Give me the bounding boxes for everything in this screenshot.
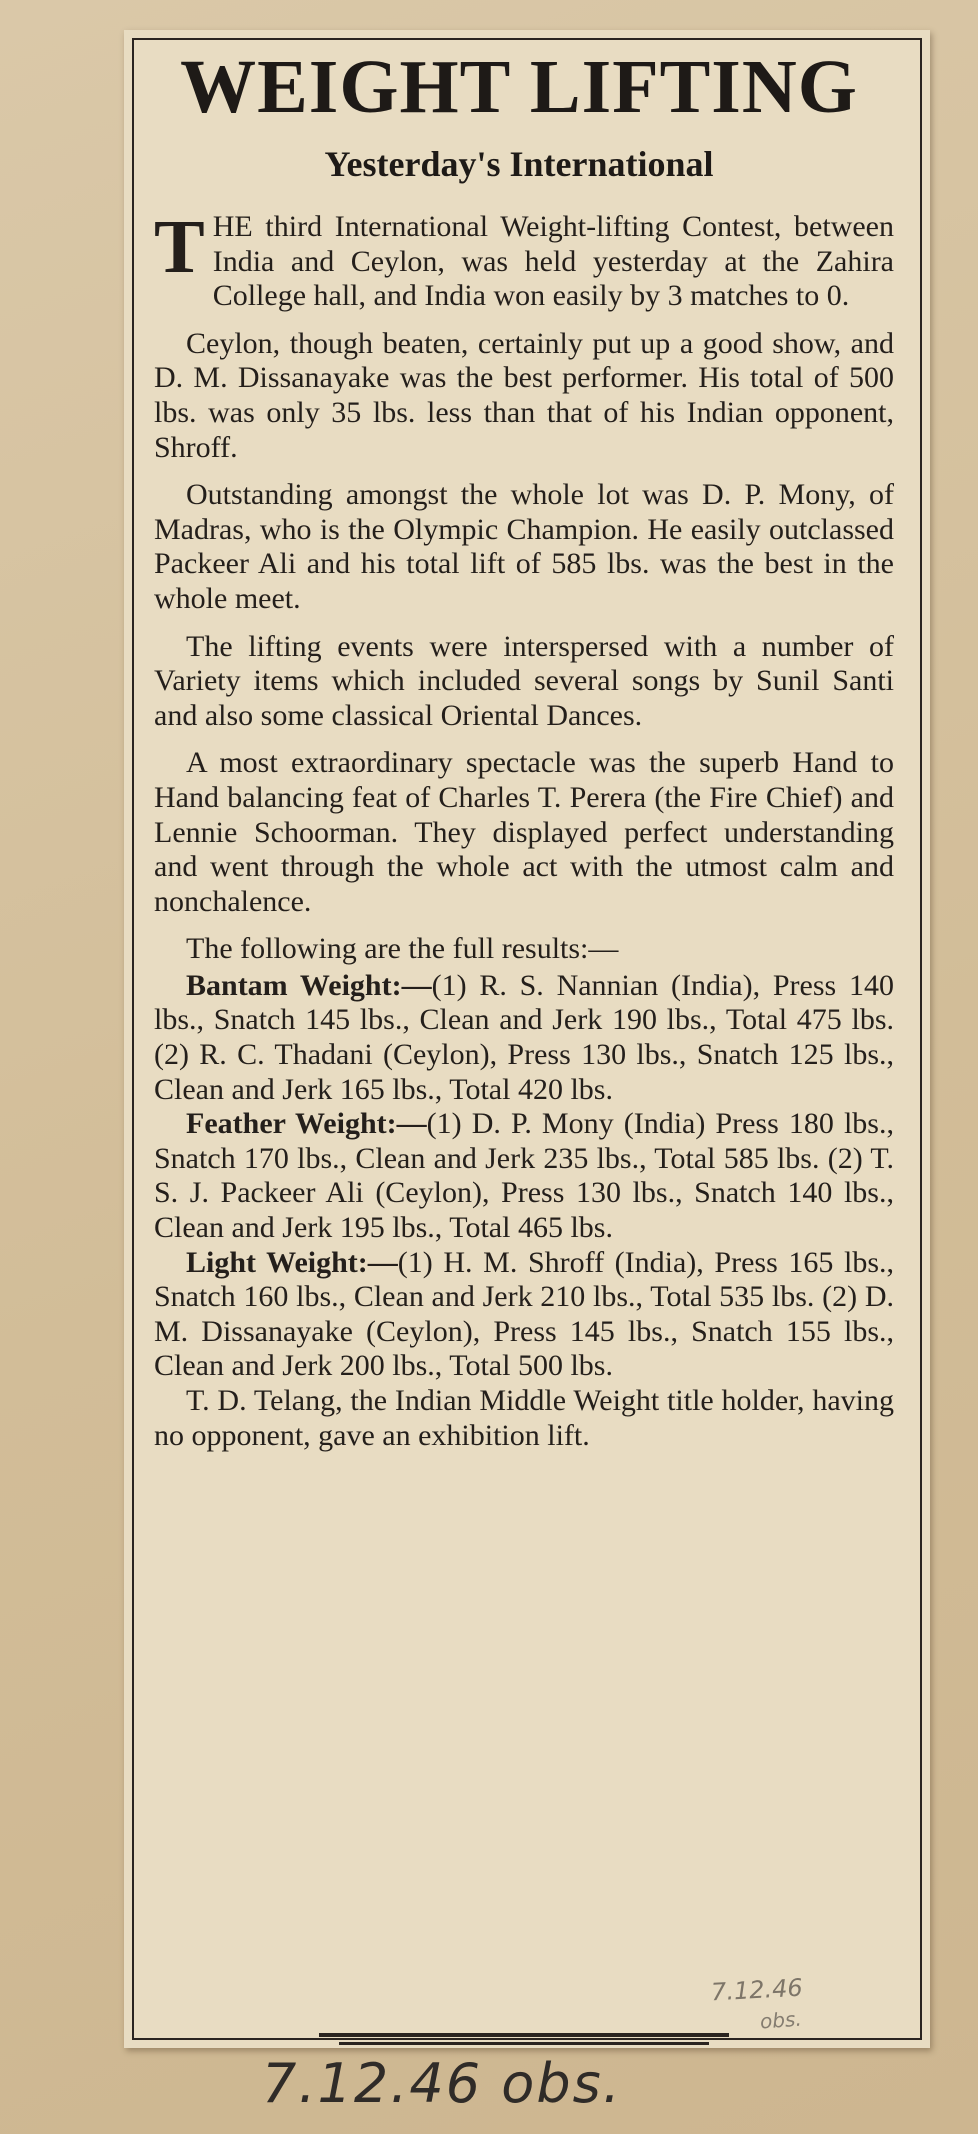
paragraph-3: Outstanding amongst the whole lot was D. P. Mony, of Madras, who is the Olympic Champion. He easily outclassed Packeer Ali and his total lift of 585 lbs. was the best in the whole meet. (154, 478, 894, 615)
paragraph-5: A most extraordinary spectacle was the superb Hand to Hand balancing feat of Charles T. Perera (the Fire Chief) and Lennie Schoorman. They displayed perfect understanding and went through the whole act with the utmost calm and nonchalence. (154, 746, 894, 918)
subheadline: Yesterday's International (324, 144, 714, 184)
result-feather (154, 1107, 894, 1245)
result-label: Light Weight:— (186, 1245, 398, 1279)
paragraph-1-text: HE third International Weight-lifting Contest, between India and Ceylon, was held yesterday at the Zahira College hall, and India won easily by 3 matches to 0. (212, 210, 894, 313)
paragraph-2: Ceylon, though beaten, certainly put up a good show, and D. M. Dissanayake was the best performer. His total of 500 lbs. was only 35 lbs. less than that of his Indian opponent, Shroff. (154, 326, 894, 464)
result-light (154, 1246, 894, 1384)
paragraph-4: The lifting events were interspersed with a number of Variety items which included several songs by Sunil Santi and also some classical Oriental Dances. (154, 629, 894, 732)
result-text: (1) D. P. Mony (India) Press 180 lbs., Snatch 170 lbs., Clean and Jerk 235 lbs., Total 585 lbs. (2) T. S. J. Packeer Ali (Ceylon), Press 130 lbs., Snatch 140 lbs., Clean and Jerk 195 lbs., Total 465 lbs. (154, 1107, 894, 1245)
result-label: Feather Weight:— (186, 1107, 427, 1141)
end-rule-thin (339, 2042, 709, 2045)
headline: WEIGHT LIFTING (180, 45, 858, 129)
result-text: (1) H. M. Shroff (India), Press 165 lbs., Snatch 160 lbs., Clean and Jerk 210 lbs., Total 535 lbs. (2) D. M. Dissanayake (Ceylon), Press 145 lbs., Snatch 155 lbs., Clean and Jerk 200 lbs., Total 500 lbs. (154, 1245, 895, 1383)
result-bantam (154, 969, 894, 1107)
result-text: (1) R. S. Nannian (India), Press 140 lbs., Snatch 145 lbs., Clean and Jerk 190 lbs., Total 475 lbs. (2) R. C. Thadani (Ceylon), Press 130 lbs., Snatch 125 lbs., Clean and Jerk 165 lbs., Total 420 lbs. (154, 968, 894, 1106)
pencil-source-small: obs. (759, 2006, 803, 2034)
drop-cap: T (154, 205, 205, 289)
results-intro: The following are the full results:— (186, 932, 619, 966)
pencil-date-small: 7.12.46 (710, 1973, 804, 2007)
article-body (154, 205, 895, 1453)
closing-paragraph: T. D. Telang, the Indian Middle Weight title holder, having no opponent, gave an exhibition lift. (154, 1384, 894, 1452)
pencil-date-large: 7.12.46 obs. (262, 2052, 622, 2115)
paragraph-1 (154, 205, 894, 314)
end-rule (319, 2033, 729, 2037)
result-label: Bantam Weight:— (186, 968, 432, 1002)
newspaper-clipping (124, 30, 930, 2048)
